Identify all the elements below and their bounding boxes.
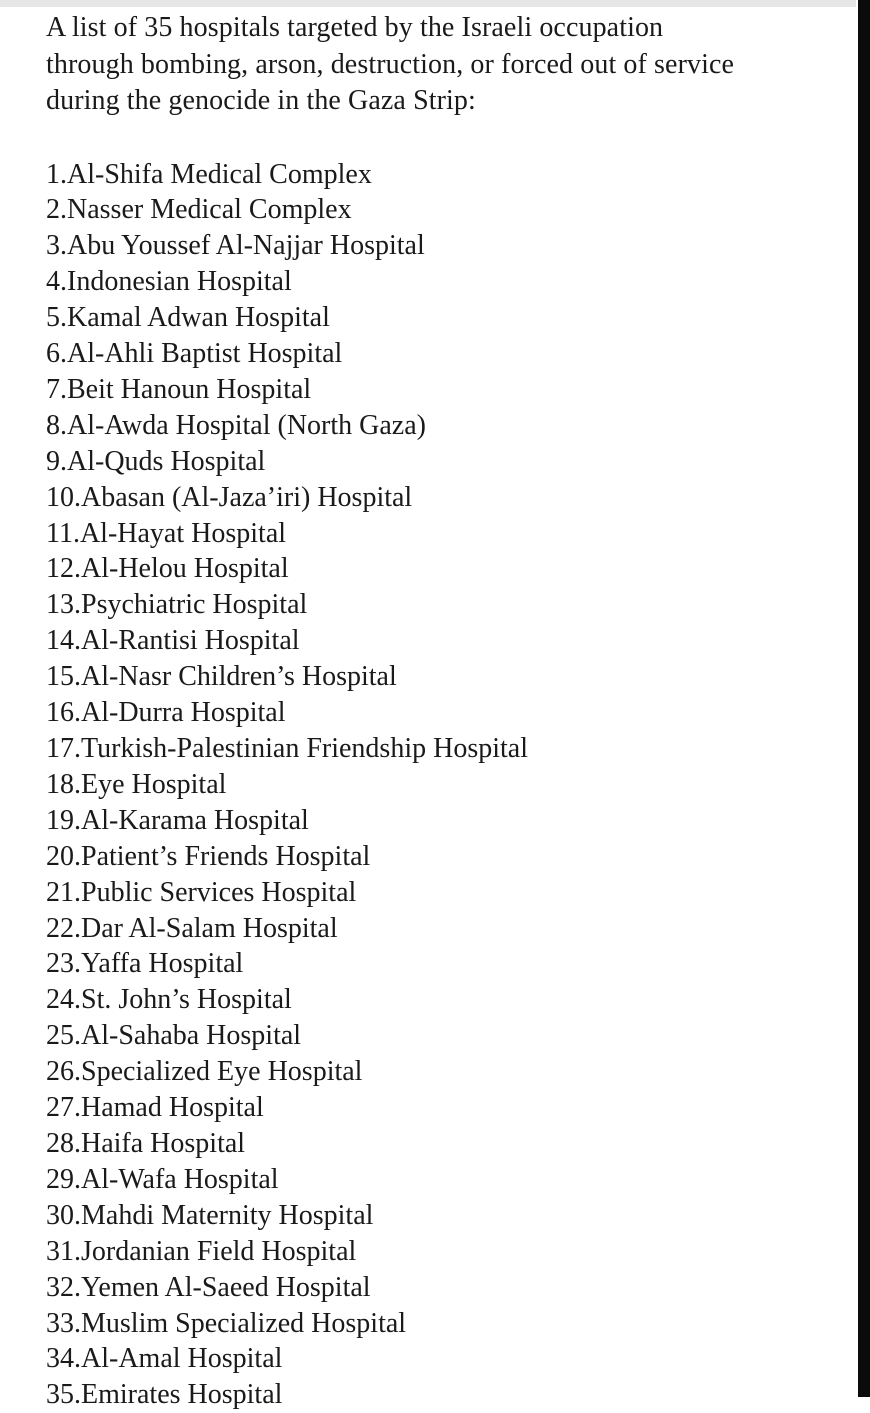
list-item: 13.Psychiatric Hospital: [46, 587, 846, 623]
list-item: 10.Abasan (Al-Jaza’iri) Hospital: [46, 480, 846, 516]
list-item: 15.Al-Nasr Children’s Hospital: [46, 659, 846, 695]
list-item: 24.St. John’s Hospital: [46, 982, 846, 1018]
list-item: 14.Al-Rantisi Hospital: [46, 623, 846, 659]
list-item: 18.Eye Hospital: [46, 767, 846, 803]
list-item: 16.Al-Durra Hospital: [46, 695, 846, 731]
list-item: 4.Indonesian Hospital: [46, 264, 846, 300]
list-item: 21.Public Services Hospital: [46, 875, 846, 911]
list-item: 34.Al-Amal Hospital: [46, 1341, 846, 1377]
list-item: 17.Turkish-Palestinian Friendship Hospital: [46, 731, 846, 767]
list-item: 5.Kamal Adwan Hospital: [46, 300, 846, 336]
list-item: 7.Beit Hanoun Hospital: [46, 372, 846, 408]
list-item: 27.Hamad Hospital: [46, 1090, 846, 1126]
list-item: 31.Jordanian Field Hospital: [46, 1234, 846, 1270]
list-item: 19.Al-Karama Hospital: [46, 803, 846, 839]
right-edge-bar: [858, 0, 870, 1397]
list-item: 8.Al-Awda Hospital (North Gaza): [46, 408, 846, 444]
list-item: 30.Mahdi Maternity Hospital: [46, 1198, 846, 1234]
heading-line: during the genocide in the Gaza Strip:: [46, 83, 846, 120]
top-divider: [0, 0, 856, 7]
list-item: 1.Al-Shifa Medical Complex: [46, 157, 846, 193]
hospital-list: [46, 157, 846, 1413]
list-item: 29.Al-Wafa Hospital: [46, 1162, 846, 1198]
list-item: 2.Nasser Medical Complex: [46, 192, 846, 228]
list-item: 32.Yemen Al-Saeed Hospital: [46, 1270, 846, 1306]
list-item: 26.Specialized Eye Hospital: [46, 1054, 846, 1090]
list-item: 12.Al-Helou Hospital: [46, 551, 846, 587]
heading-line: through bombing, arson, destruction, or forced out of service: [46, 47, 846, 84]
list-item: 25.Al-Sahaba Hospital: [46, 1018, 846, 1054]
list-item: 3.Abu Youssef Al-Najjar Hospital: [46, 228, 846, 264]
list-item: 20.Patient’s Friends Hospital: [46, 839, 846, 875]
list-item: 33.Muslim Specialized Hospital: [46, 1306, 846, 1342]
list-item: 28.Haifa Hospital: [46, 1126, 846, 1162]
list-item: 35.Emirates Hospital: [46, 1377, 846, 1413]
list-item: 23.Yaffa Hospital: [46, 946, 846, 982]
list-item: 6.Al-Ahli Baptist Hospital: [46, 336, 846, 372]
list-item: 9.Al-Quds Hospital: [46, 444, 846, 480]
list-item: 11.Al-Hayat Hospital: [46, 516, 846, 552]
document-body: [46, 10, 846, 1413]
list-item: 22.Dar Al-Salam Hospital: [46, 911, 846, 947]
document-heading: [46, 10, 846, 120]
heading-line: A list of 35 hospitals targeted by the Israeli occupation: [46, 10, 846, 47]
